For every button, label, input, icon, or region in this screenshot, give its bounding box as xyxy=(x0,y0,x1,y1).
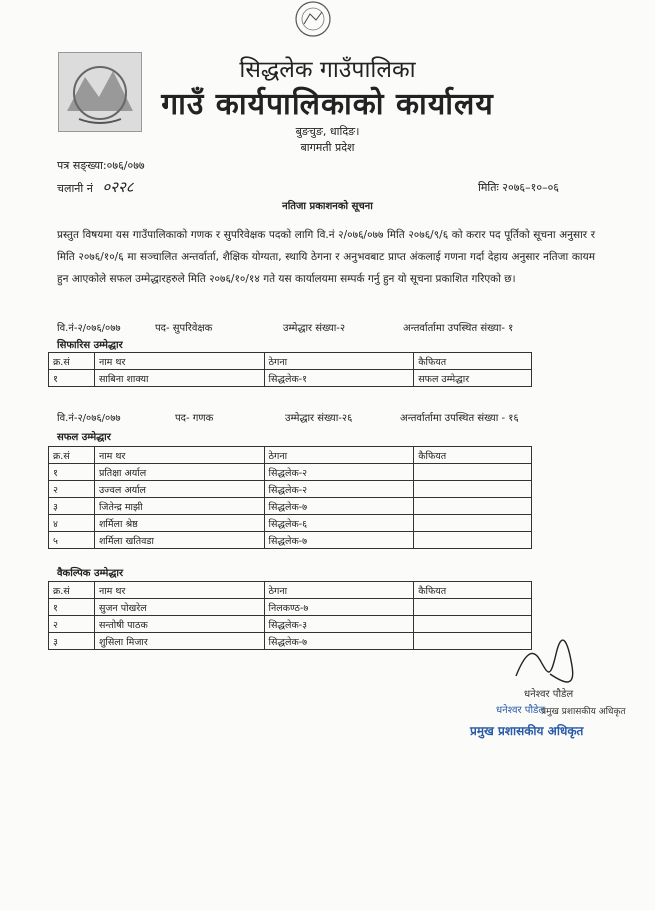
section1-post: पद- सुपरिवेक्षक xyxy=(155,323,213,334)
cell-sn: १ xyxy=(49,599,95,616)
section3-label: वैकल्पिक उम्मेद्धार xyxy=(57,568,124,579)
cell-sn: ५ xyxy=(49,532,95,549)
col-sn: क्र.सं xyxy=(49,353,95,370)
col-sn: क्र.सं xyxy=(49,447,95,464)
cell-name: शुसिला मिजार xyxy=(94,633,264,650)
section1-present: अन्तर्वार्तामा उपस्थित संख्या- १ xyxy=(403,323,514,334)
table-header-row xyxy=(49,582,532,599)
cell-address: सिद्धलेक-१ xyxy=(264,370,414,387)
cell-remarks xyxy=(414,599,532,616)
cell-name: उज्वल अर्याल xyxy=(94,481,264,498)
table-row xyxy=(49,498,532,515)
cell-remarks xyxy=(414,481,532,498)
col-name: नाम थर xyxy=(94,353,264,370)
cell-remarks xyxy=(414,498,532,515)
dispatch-number-row xyxy=(57,177,134,197)
address-line-1: बुङचुङ, धादिङ। xyxy=(295,125,360,138)
notice-title: नतिजा प्रकाशनको सूचना xyxy=(282,201,373,212)
col-sn: क्र.सं xyxy=(49,582,95,599)
cell-address: सिद्धलेक-२ xyxy=(264,481,414,498)
notice-date: मितिः २०७६–१०–०६ xyxy=(478,181,560,194)
cell-name: शर्मिला श्रेष्ठ xyxy=(94,515,264,532)
cell-sn: ३ xyxy=(49,498,95,515)
table-row xyxy=(49,532,532,549)
table-row xyxy=(49,515,532,532)
cell-name: सुजन पोखरेल xyxy=(94,599,264,616)
office-name: गाउँ कार्यपालिकाको कार्यालय xyxy=(161,87,494,122)
letter-number: पत्र सङ्ख्या:०७६/०७७ xyxy=(57,159,145,172)
cell-remarks xyxy=(414,616,532,633)
cell-address: सिद्धलेक-६ xyxy=(264,515,414,532)
cell-name: शर्मिला खतिवडा xyxy=(94,532,264,549)
section1-candidates: उम्मेद्धार संख्या-२ xyxy=(283,323,346,334)
cell-address: सिद्धलेक-२ xyxy=(264,464,414,481)
section1-table xyxy=(48,352,532,387)
handwritten-signature xyxy=(510,636,580,686)
notice-body: प्रस्तुत विषयमा यस गाउँपालिकाको गणक र सुपरिवेक्षक पदको लागि वि.नं २/०७६/०७७ मिति २०७६/९/६ को करार पद पूर्तिको सूचना अनुसार र मिति २०७६/१०/६ मा सञ्चालित अन्तर्वार्ता, शैक्षिक योग्यता, स्थायि ठेगना र अनुभवबाट प्राप्त अंकलाई गणना गर्दा देहाय अनुसार नतिजा कायम हुन आएकोले सफल उम्मेद्धारहरुले मिति २०७६/१०/१४ गते यस कार्यालयमा सम्पर्क गर्नु हुन यो सूचना प्रकाशित गरिएको छ। xyxy=(57,229,595,285)
cell-address: निलकण्ठ-७ xyxy=(264,599,414,616)
table-row xyxy=(49,599,532,616)
cell-remarks xyxy=(414,532,532,549)
table-row xyxy=(49,633,532,650)
cell-name: प्रतिक्षा अर्याल xyxy=(94,464,264,481)
section2-present: अन्तर्वार्तामा उपस्थित संख्या - १६ xyxy=(400,413,519,424)
cell-sn: २ xyxy=(49,481,95,498)
table-row xyxy=(49,481,532,498)
signatory-title: प्रमुख प्रशासकीय अधिकृत xyxy=(541,707,626,717)
cell-name: साबिना शाक्या xyxy=(94,370,264,387)
cell-address: सिद्धलेक-७ xyxy=(264,532,414,549)
cell-sn: १ xyxy=(49,464,95,481)
cell-sn: ३ xyxy=(49,633,95,650)
municipality-name: सिद्धलेक गाउँपालिका xyxy=(239,57,416,83)
dispatch-label: चलानी नं xyxy=(57,182,93,195)
section1-adv-no: वि.नं-२/०७६/०७७ xyxy=(57,323,121,334)
stamp-name: धनेश्वर पौडेल xyxy=(496,705,546,716)
table-header-row xyxy=(49,447,532,464)
section2-candidates: उम्मेद्धार संख्या-२६ xyxy=(285,413,353,424)
cell-address: सिद्धलेक-३ xyxy=(264,616,414,633)
cell-sn: २ xyxy=(49,616,95,633)
cell-remarks xyxy=(414,515,532,532)
dispatch-number-handwritten: ०२२८ xyxy=(102,178,134,196)
stamp-title: प्रमुख प्रशासकीय अधिकृत xyxy=(470,724,584,738)
office-seal-stamp xyxy=(290,0,336,38)
section2-adv-no: वि.नं-२/०७६/०७७ xyxy=(57,413,121,424)
col-name: नाम थर xyxy=(94,447,264,464)
section2-table xyxy=(48,446,532,549)
col-remarks: कैफियत xyxy=(414,582,532,599)
col-address: ठेगना xyxy=(264,582,414,599)
cell-address: सिद्धलेक-७ xyxy=(264,633,414,650)
cell-remarks xyxy=(414,464,532,481)
table-row xyxy=(49,464,532,481)
cell-name: सन्तोषी पाठक xyxy=(94,616,264,633)
col-name: नाम थर xyxy=(94,582,264,599)
table-row xyxy=(49,616,532,633)
signatory-name: धनेश्वर पौडेल xyxy=(524,689,574,700)
cell-sn: ४ xyxy=(49,515,95,532)
table-header-row xyxy=(49,353,532,370)
section2-label: सफल उम्मेद्धार xyxy=(57,432,111,443)
col-remarks: कैफियत xyxy=(414,353,532,370)
col-address: ठेगना xyxy=(264,353,414,370)
cell-address: सिद्धलेक-७ xyxy=(264,498,414,515)
section2-post: पद- गणक xyxy=(175,413,214,424)
cell-remarks: सफल उम्मेद्धार xyxy=(414,370,532,387)
cell-name: जितेन्द्र माझी xyxy=(94,498,264,515)
section1-label: सिफारिस उम्मेद्धार xyxy=(57,340,123,351)
col-address: ठेगना xyxy=(264,447,414,464)
address-line-2: बागमती प्रदेश xyxy=(300,141,355,154)
col-remarks: कैफियत xyxy=(414,447,532,464)
section3-table xyxy=(48,581,532,650)
table-row xyxy=(49,370,532,387)
cell-sn: १ xyxy=(49,370,95,387)
